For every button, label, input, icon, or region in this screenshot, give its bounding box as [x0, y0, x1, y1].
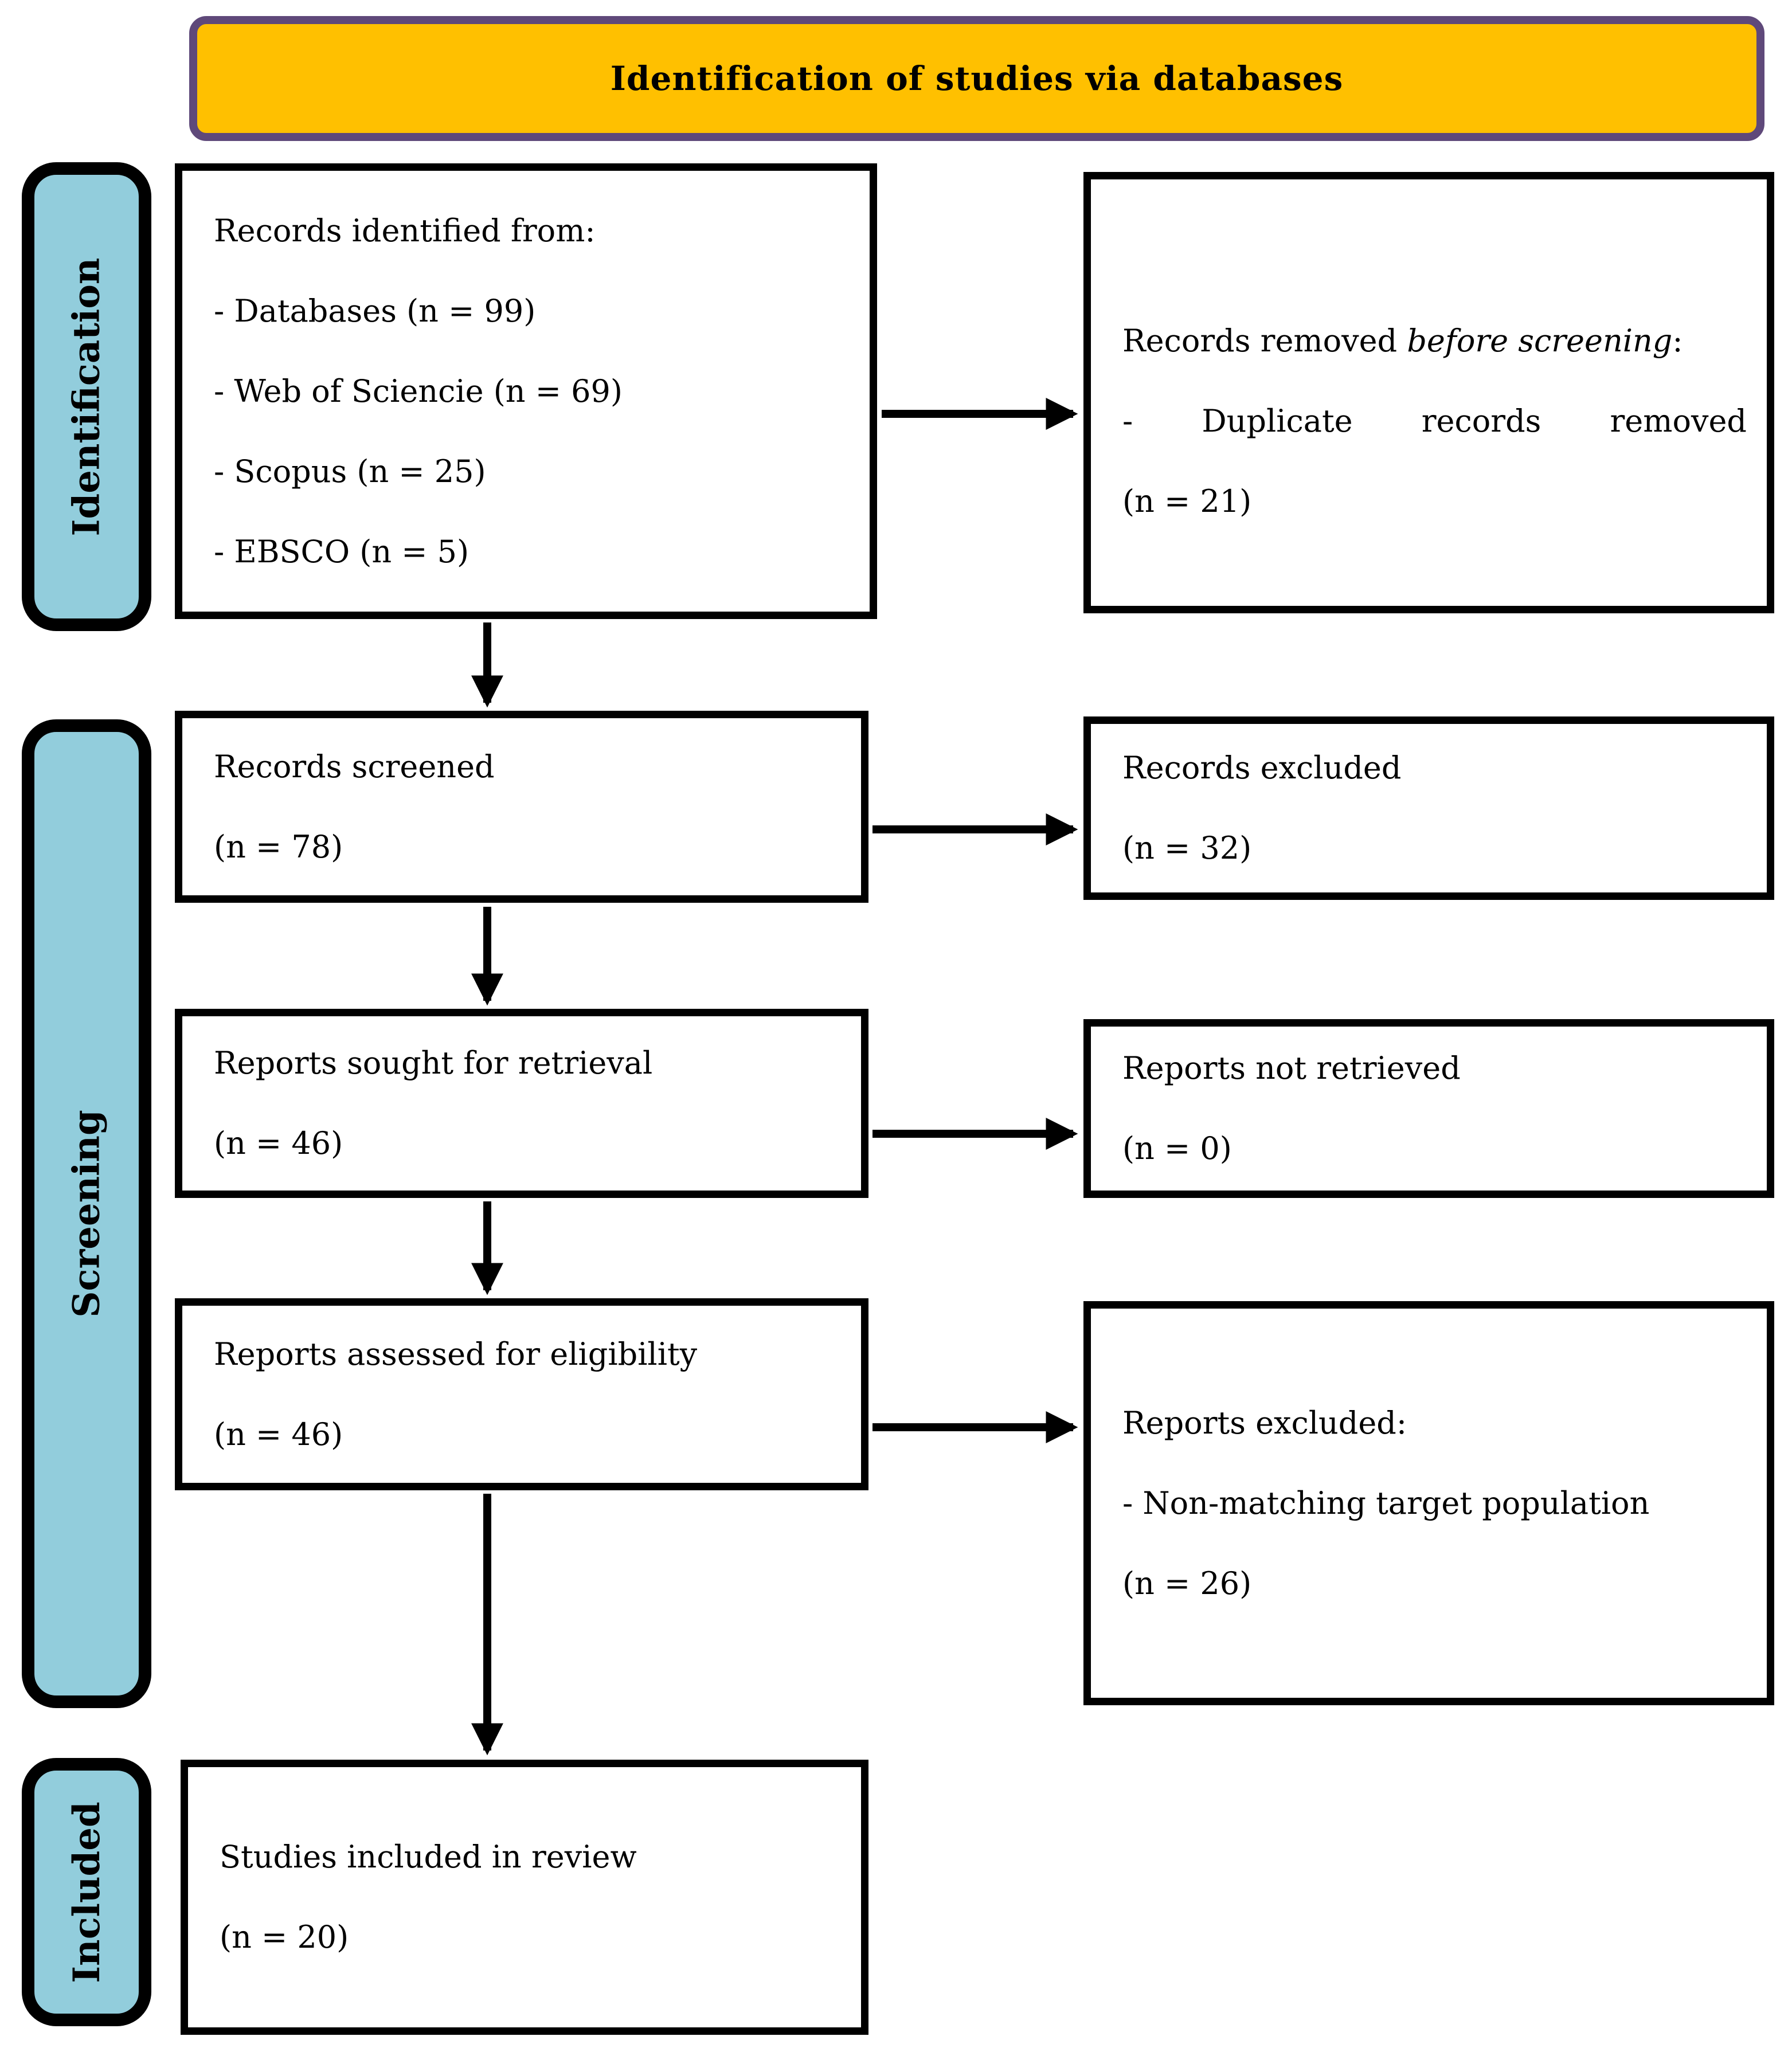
box-line: Reports sought for retrieval: [214, 1045, 653, 1081]
stage-label-text: Included: [65, 1801, 108, 1983]
text-segment: Records removed: [1122, 323, 1407, 359]
stage-label-identification: [22, 162, 151, 631]
box-records-identified: [175, 163, 877, 619]
box-reports-sought: [175, 1009, 868, 1198]
box-line: Records identified from:: [214, 212, 596, 249]
box-count: (n = 78): [214, 828, 343, 865]
box-count: (n = 20): [220, 1919, 349, 1955]
box-studies-included: [181, 1760, 868, 2035]
box-count: (n = 46): [214, 1416, 343, 1452]
box-line: - Scopus (n = 25): [214, 453, 486, 490]
stage-label-text: Screening: [65, 1110, 108, 1318]
text-segment-italic: before screening: [1407, 323, 1673, 359]
box-count: (n = 26): [1122, 1565, 1252, 1601]
box-line: Reports excluded:: [1122, 1404, 1407, 1441]
box-count: (n = 46): [214, 1125, 343, 1161]
box-line: - Databases (n = 99): [214, 292, 536, 329]
text-segment: :: [1672, 323, 1683, 359]
stage-label-text: Identification: [65, 257, 108, 536]
box-reports-assessed: [175, 1298, 868, 1490]
diagram-title-banner: [189, 16, 1764, 141]
box-line: Records screened: [214, 748, 495, 785]
stage-label-included: [22, 1758, 151, 2026]
box-line: - EBSCO (n = 5): [214, 533, 469, 570]
box-line: Reports not retrieved: [1122, 1050, 1461, 1086]
box-line: Studies included in review: [220, 1839, 637, 1875]
box-reports-excluded: [1083, 1301, 1774, 1705]
box-records-excluded: [1083, 716, 1774, 900]
box-line: Records excluded: [1122, 750, 1402, 786]
box-records-removed: [1083, 172, 1774, 613]
box-count: (n = 0): [1122, 1130, 1232, 1166]
box-line: - Non-matching target population: [1122, 1485, 1650, 1521]
diagram-title: Identification of studies via databases: [610, 59, 1344, 98]
box-line: [1122, 301, 1747, 381]
box-count: (n = 21): [1122, 483, 1252, 519]
stage-label-screening: [22, 719, 151, 1708]
box-records-screened: [175, 711, 868, 903]
box-count: (n = 32): [1122, 830, 1252, 866]
box-reports-not-retrieved: [1083, 1019, 1774, 1198]
box-line: - Web of Sciencie (n = 69): [214, 373, 623, 409]
box-line: Reports assessed for eligibility: [214, 1336, 698, 1372]
box-line: - Duplicate records removed: [1122, 403, 1747, 439]
